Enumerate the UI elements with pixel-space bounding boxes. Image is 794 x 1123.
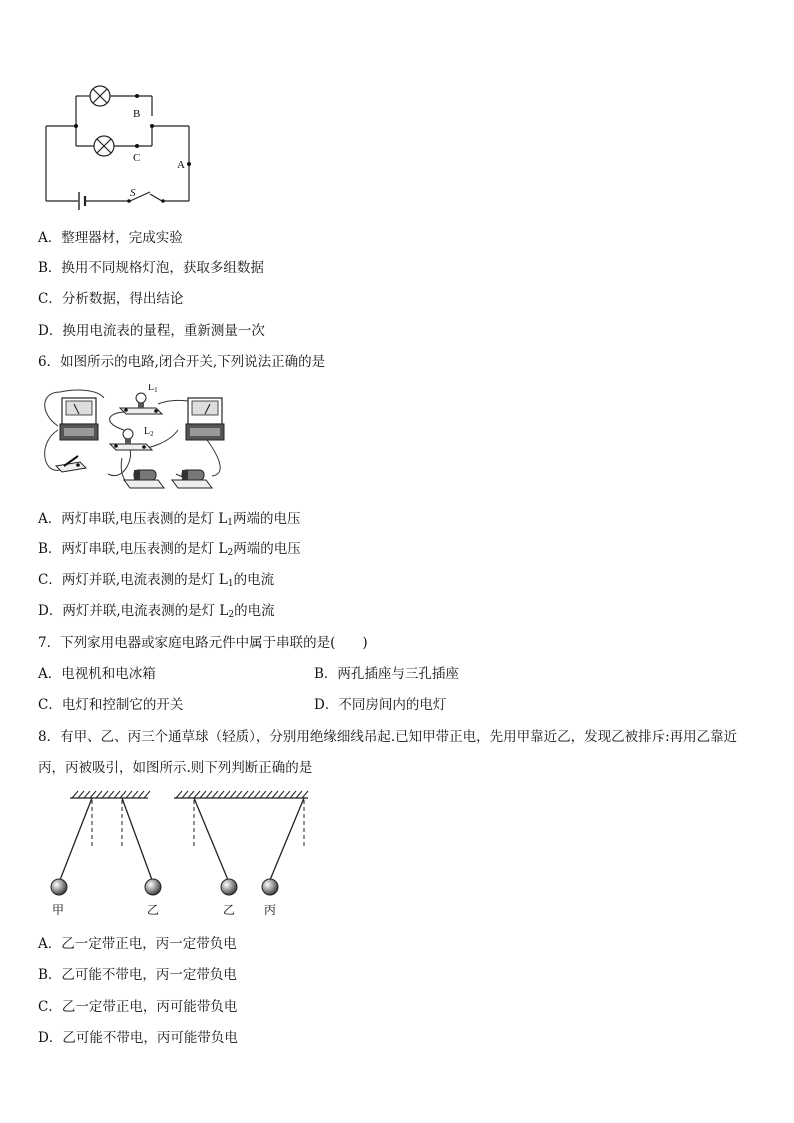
q5-option-a: A．整理器材，完成实验 bbox=[38, 230, 183, 246]
q5-option-b: B．换用不同规格灯泡，获取多组数据 bbox=[38, 260, 264, 276]
svg-text:L2: $L_2$ bbox=[144, 426, 154, 438]
ball-bing bbox=[262, 879, 278, 895]
q8-stem-line2: 丙，丙被吸引，如图所示.则下列判断正确的是 bbox=[38, 760, 313, 776]
q8-stem-line1: 8．有甲、乙、丙三个通草球（轻质），分别用绝缘细线吊起.已知甲带正电，先用甲靠近乙，发现乙被排斥:再用乙靠近 bbox=[38, 729, 738, 745]
label-b: B bbox=[133, 108, 141, 120]
svg-text:L1: $L_1$ bbox=[148, 384, 158, 394]
fig-label-l2: L bbox=[144, 426, 151, 437]
q7-option-b: B．两孔插座与三孔插座 bbox=[314, 666, 459, 682]
lamp-icon bbox=[90, 86, 110, 106]
q5-option-c: C．分析数据，得出结论 bbox=[38, 291, 184, 307]
pith-balls-figure bbox=[40, 786, 330, 922]
voltmeter-icon bbox=[60, 398, 98, 440]
q8-option-a: A．乙一定带正电，丙一定带负电 bbox=[38, 936, 237, 952]
lamp-icon bbox=[94, 136, 114, 156]
label-jia: 甲 bbox=[52, 903, 65, 917]
q7-option-d: D．不同房间内的电灯 bbox=[314, 697, 447, 713]
battery-icon bbox=[124, 470, 164, 488]
label-yi-right: 乙 bbox=[223, 903, 236, 917]
q6-option-c: C．两灯并联,电流表测的是灯 $L_1$的电流 bbox=[38, 572, 275, 589]
q6-option-a: A．两灯串联,电压表测的是灯 $L_1$两端的电压 bbox=[38, 511, 301, 528]
label-a: A bbox=[177, 159, 185, 171]
q7-option-a: A．电视机和电冰箱 bbox=[38, 666, 156, 682]
q6-stem: 6．如图所示的电路,闭合开关,下列说法正确的是 bbox=[38, 354, 326, 370]
q5-option-d: D．换用电流表的量程，重新测量一次 bbox=[38, 323, 265, 339]
q6-option-d: D．两灯并联,电流表测的是灯 $L_2$的电流 bbox=[38, 603, 275, 620]
label-s: S bbox=[130, 187, 136, 199]
lamp-l1-icon bbox=[120, 393, 162, 414]
q7-stem: 7．下列家用电器或家庭电路元件中属于串联的是( ) bbox=[38, 635, 368, 651]
ammeter-icon bbox=[186, 398, 224, 440]
q8-option-d: D．乙可能不带电，丙可能带负电 bbox=[38, 1030, 238, 1046]
q6-option-b: B．两灯串联,电压表测的是灯 $L_2$两端的电压 bbox=[38, 541, 301, 558]
label-c: C bbox=[133, 152, 141, 164]
q8-option-b: B．乙可能不带电，丙一定带负电 bbox=[38, 967, 237, 983]
ball-yi-right bbox=[221, 879, 237, 895]
q7-option-c: C．电灯和控制它的开关 bbox=[38, 697, 184, 713]
fig-label-l1: L bbox=[148, 384, 155, 393]
label-bing: 丙 bbox=[264, 903, 277, 917]
battery-icon bbox=[172, 470, 212, 488]
ball-yi-left bbox=[145, 879, 161, 895]
q8-option-c: C．乙一定带正电，丙可能带负电 bbox=[38, 999, 238, 1015]
parallel-circuit-diagram bbox=[38, 84, 208, 216]
switch-icon bbox=[56, 456, 86, 472]
physical-circuit-figure bbox=[38, 384, 238, 496]
ball-jia bbox=[51, 879, 67, 895]
label-yi-left: 乙 bbox=[147, 903, 160, 917]
